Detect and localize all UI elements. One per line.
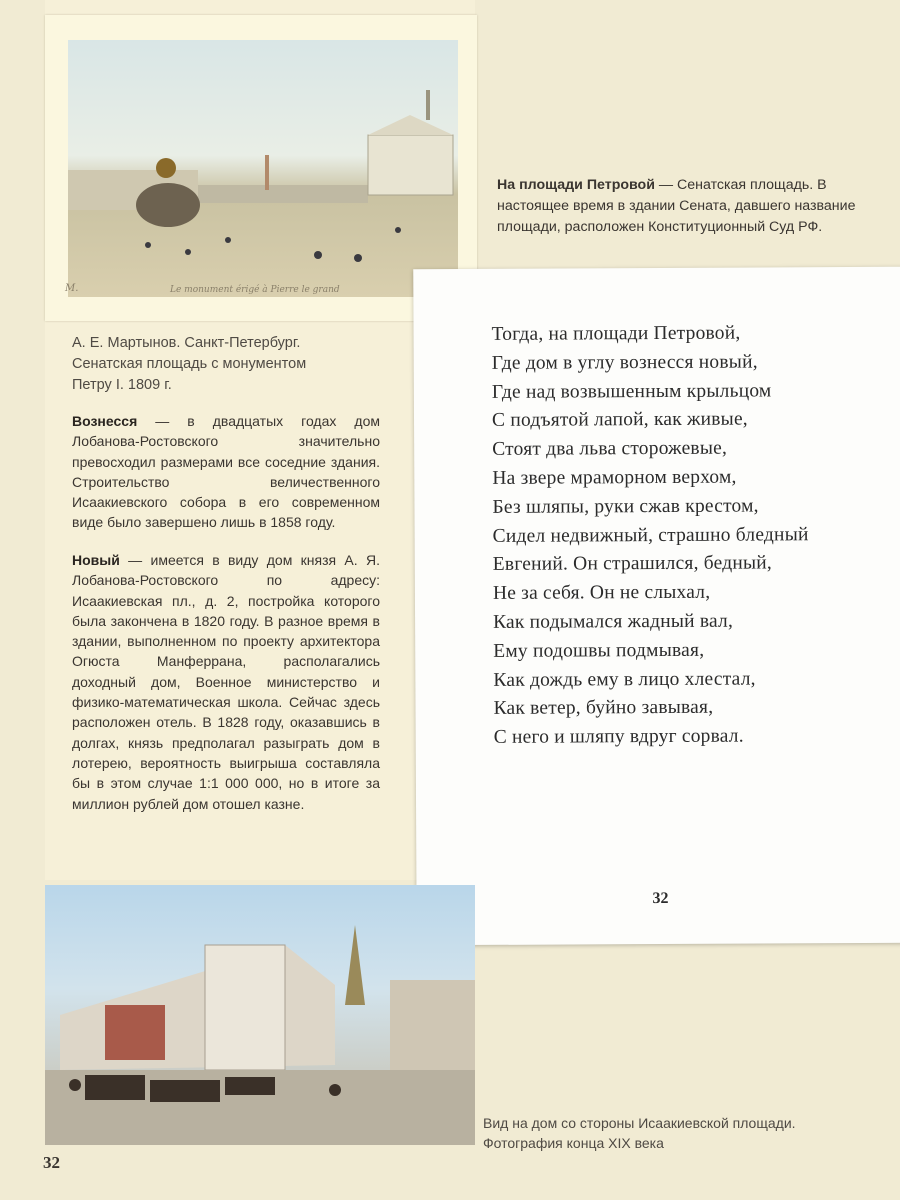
note-text: — Сенатская площадь. В настоящее время в здании Сената, давшего название площади, расположен Конституционный Суд РФ. <box>497 177 856 235</box>
poem-line: На звере мраморном верхом, <box>492 466 737 489</box>
caption-line: Сенатская площадь с монументом <box>72 356 307 372</box>
poem-line: С подъятой лапой, как живые, <box>491 408 748 432</box>
painting-image <box>68 40 458 297</box>
note-term: На площади Петровой <box>497 177 655 193</box>
note-text: — имеется в виду дом князя А. Я. Лобанова-Ростовского по адресу: Исаакиевская пл., д. 2, постройка которого была закончена в 1820 году. В разное время в здании, выполненном по проекту архитектора Огюста Манферрана, располагались доходный дом, Военное министерство и физико-математическая школа. Сейчас здесь расположен отель. В 1828 году, оказавшись в долгах, князь предполагал разыграть дом в лотерею, вероятность выигрыша составляла бы в этом случае 1:1 000 000, но в итоге за миллион рублей дом отошел казне. <box>72 552 380 812</box>
note-novyi <box>72 550 380 814</box>
poem-line: Без шляпы, руки сжав крестом, <box>492 495 759 518</box>
caption-line: А. Е. Мартынов. Санкт-Петербург. <box>72 335 301 351</box>
note-petrovoi <box>497 175 857 238</box>
painting-caption <box>72 333 306 396</box>
poem-line: Как дождь ему в лицо хлестал, <box>493 668 756 691</box>
poem-line: Стоят два льва сторожевые, <box>492 437 728 461</box>
photo-caption <box>483 1113 796 1153</box>
painting-inscription: Le monument érigé à Pierre le grand <box>170 285 340 295</box>
card-page-number: 32 <box>652 889 669 908</box>
poem-line: Где дом в углу вознесся новый, <box>491 351 758 374</box>
painting-signature: M. <box>65 283 79 294</box>
page-number: 32 <box>43 1153 60 1172</box>
poem-text <box>492 319 810 753</box>
poem-card <box>413 267 900 946</box>
poem-line: Где над возвышенным крыльцом <box>491 380 772 403</box>
painting-senate-square <box>45 15 477 321</box>
note-text: — в двадцатых годах дом Лобанова-Ростовского значительно превосходил размерами все соседние здания. Строительство величественного Исаакиевского собора в его современном виде было завершено лишь в 1858 году. <box>72 413 380 531</box>
caption-line: Фотография конца XIX века <box>483 1135 664 1151</box>
poem-line: Сидел недвижный, страшно бледный <box>492 523 809 547</box>
poem-line: Не за себя. Он не слыхал, <box>492 581 711 605</box>
note-voznessya <box>72 411 380 533</box>
poem-line: Как ветер, буйно завывая, <box>493 697 714 720</box>
caption-line: Вид на дом со стороны Исаакиевской площади. <box>483 1115 796 1131</box>
note-term: Новый <box>72 552 120 568</box>
caption-line: Петру I. 1809 г. <box>72 377 172 393</box>
poem-line: С него и шляпу вдруг сорвал. <box>493 725 744 749</box>
poem-line: Как подымался жадный вал, <box>493 610 734 633</box>
poem-line: Евгений. Он страшился, бедный, <box>492 552 773 576</box>
photo-lobanov-house <box>45 885 475 1145</box>
poem-line: Ему подошвы подмывая, <box>493 639 705 662</box>
note-term: Вознесся <box>72 413 138 429</box>
poem-line: Тогда, на площади Петровой, <box>491 322 741 345</box>
